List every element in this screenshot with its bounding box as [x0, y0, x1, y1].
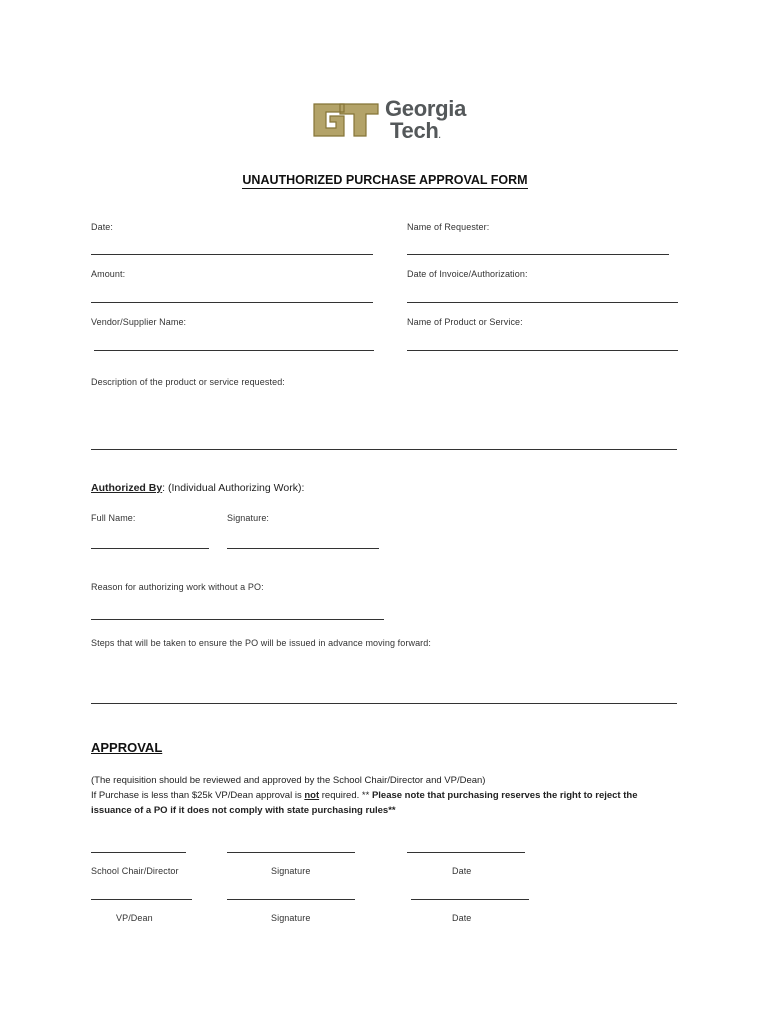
invoice-date-label: Date of Invoice/Authorization:: [407, 269, 528, 279]
chair-name-field[interactable]: [91, 852, 186, 853]
description-label: Description of the product or service requested:: [91, 377, 285, 387]
amount-field[interactable]: [91, 302, 373, 303]
dean-date-label: Date: [452, 913, 472, 923]
steps-label: Steps that will be taken to ensure the PO will be issued in advance moving forward:: [91, 638, 431, 648]
approval-line-2: If Purchase is less than $25k VP/Dean approval is not required. ** Please note that purchasing reserves the right to reject the: [91, 790, 638, 801]
chair-signature-field[interactable]: [227, 852, 355, 853]
dean-signature-label: Signature: [271, 913, 311, 923]
date-field[interactable]: [91, 254, 373, 255]
dean-name-field[interactable]: [91, 899, 192, 900]
auth-signature-field[interactable]: [227, 548, 379, 549]
logo-georgia: Georgia: [385, 96, 467, 121]
reason-label: Reason for authorizing work without a PO:: [91, 582, 264, 592]
approval-instructions: [91, 773, 691, 818]
form-title: UNAUTHORIZED PURCHASE APPROVAL FORM: [242, 173, 528, 187]
chair-date-field[interactable]: [407, 852, 525, 853]
invoice-date-field[interactable]: [407, 302, 678, 303]
dean-signature-field[interactable]: [227, 899, 355, 900]
dean-date-field[interactable]: [411, 899, 529, 900]
approval-line-1: (The requisition should be reviewed and approved by the School Chair/Director and VP/Dean): [91, 775, 486, 786]
chair-signature-label: Signature: [271, 866, 311, 876]
amount-label: Amount:: [91, 269, 126, 279]
authorized-by-heading: Authorized By: (Individual Authorizing Work):: [91, 482, 305, 494]
georgia-tech-logo: [310, 96, 490, 146]
gt-monogram-icon: [310, 98, 380, 142]
auth-signature-label: Signature:: [227, 513, 270, 523]
dean-role-label: VP/Dean: [116, 913, 153, 923]
vendor-field[interactable]: [94, 350, 374, 351]
approval-heading: APPROVAL: [91, 740, 163, 755]
date-label: Date:: [91, 222, 114, 232]
logo-tech: Tech.: [390, 118, 441, 143]
product-label: Name of Product or Service:: [407, 317, 523, 327]
full-name-label: Full Name:: [91, 513, 136, 523]
vendor-label: Vendor/Supplier Name:: [91, 317, 187, 327]
full-name-field[interactable]: [91, 548, 209, 549]
requester-field[interactable]: [407, 254, 669, 255]
approval-line-3: issuance of a PO if it does not comply with state purchasing rules**: [91, 805, 396, 816]
requester-label: Name of Requester:: [407, 222, 490, 232]
product-field[interactable]: [407, 350, 678, 351]
chair-role-label: School Chair/Director: [91, 866, 179, 876]
reason-field[interactable]: [91, 619, 384, 620]
chair-date-label: Date: [452, 866, 472, 876]
steps-field[interactable]: [91, 703, 677, 704]
description-field[interactable]: [91, 449, 677, 450]
